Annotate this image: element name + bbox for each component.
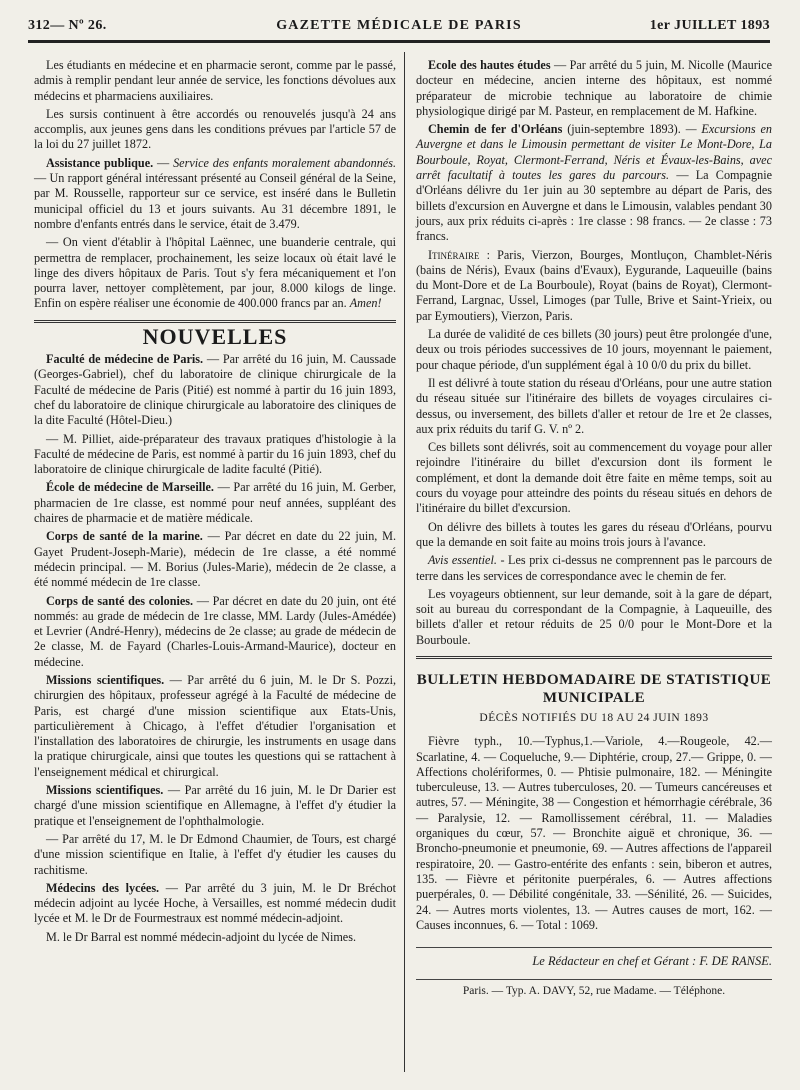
orleans-paragraph	[416, 122, 772, 244]
missions-text-2: — Par arrêté du 16 juin, M. le Dr Darier est chargé d'une mission scientifique en Allemagne, à l'effet d'y étudier la pratique et l'enseignement de l'ophthalmologie.	[34, 783, 397, 828]
avis-label: Avis essentiel.	[428, 553, 497, 568]
marine-text: — Par décret en date du 22 juin, M. Gayet Prudent-Joseph-Marie), médecin de 1re classe, a été nommé médecin principal. — M. Borius (Jules-Marie), médecin de 2e classe, a été nommé médecin de 1re classe.	[34, 529, 396, 590]
hautes-text: — Par arrêté du 5 juin, M. Nicolle (Maurice docteur en médecine, ancien interne des hôpitaux, est nommé préparateur de microbie technique au laboratoire de chimie physiologique dirigé par M. Pasteur, en remplacement de M. Hafkine.	[416, 58, 773, 118]
itineraire-label: Itinéraire :	[428, 247, 491, 262]
chaumier-paragraph: — Par arrêté du 17, M. le Dr Edmond Chaumier, de Tours, est chargé d'une mission scientifique en Italie, à l'effet d'y étudier les causes du rachitisme.	[34, 831, 396, 877]
marine-paragraph	[34, 529, 396, 590]
nouvelles-title: NOUVELLES	[142, 323, 288, 349]
orleans-subheading: — Excursions en Auvergne et dans le Limousin permettant de visiter Le Mont-Dore, La Bourboule, Royat, Clermont-Ferrand, Néris et Évaux-les-Bains, avec arrêt facultatif à toutes les gares du parcours.	[416, 122, 772, 183]
page-number: 312— Nº 26.	[28, 18, 107, 33]
right-column	[416, 58, 772, 1000]
header-rule	[28, 40, 770, 43]
duree-paragraph: La durée de validité de ces billets (30 jours) peut être prolongée d'une, deux ou trois périodes successives de 10 jours, moyennant le paiement, pour chaque période, d'un supplément égal à 10 0/0 du prix du billet.	[416, 327, 772, 372]
assistance-subheading: Service des enfants moralement abandonnés.	[173, 155, 397, 170]
page-header	[28, 14, 770, 36]
itineraire-paragraph	[416, 248, 772, 324]
orleans-dates: (juin-septembre 1893).	[567, 122, 681, 137]
bulletin-title-line-2: MUNICIPALE	[542, 689, 646, 706]
voyageurs-paragraph: Les voyageurs obtiennent, sur leur demande, soit à la gare de départ, soit au bureau du correspondant de la Compagnie, à Laqueuille, des billets d'aller et retour réduits de 25 0/0 pour le Mont-Dore et la Bourboule.	[416, 586, 772, 647]
itineraire-text: Paris, Vierzon, Bourges, Montluçon, Chamblet-Néris (bains de Néris), Evaux (bains d'Evaux), Eygurande, Laqueuille (bains du Mont-Dore et de La Bourboule), Royat (bains de Royat), Clermont-Ferrand, Largnac, Ussel, Limoges (par Tulle, Brive et Saint-Yrieix, ou par Eymoutiers), Vierzon, Paris.	[416, 247, 772, 323]
bulletin-subtitle: DÉCÈS NOTIFIÉS DU 18 AU 24 JUIN 1893	[479, 711, 709, 724]
marseille-heading: École de médecine de Marseille.	[46, 480, 214, 495]
missions-text-1: — Par arrêté du 6 juin, M. le Dr S. Pozzi, chirurgien des hôpitaux, professeur agrégé à la Faculté de médecine de Paris, est chargé d'une mission scientifique aux Etats-Unis, particulièrement à Chicago, à l'effet d'étudier l'organisation et l'installation des laboratoires de chirurgie, les instruments en usage dans la pratique chirurgicale, ainsi que toutes les questions qui se rattachent à l'enseignement médical et chirurgical.	[34, 672, 397, 779]
missions-heading-1: Missions scientifiques.	[46, 672, 165, 687]
marseille-text: — Par arrêté du 16 juin, M. Gerber, pharmacien de 1re classe, est nommé pour neuf années, suppléant des chaires de pharmacie et de matière médicale.	[34, 480, 396, 526]
intro-paragraph-2: Les sursis continuent à être accordés ou renouvelés jusqu'à 24 ans accomplis, aux jeunes gens dans les conditions prévues par l'article 57 de la loi du 27 juillet 1872.	[34, 106, 396, 152]
missions-heading-2: Missions scientifiques.	[46, 783, 164, 798]
issue-date: 1er JUILLET 1893	[649, 18, 770, 33]
assistance-paragraph: Assistance publique. — Service des enfants moralement abandonnés. — Un rapport général intéressant présenté au Conseil général de la Seine, par M. Rousselle, rapporteur sur ce service, est inséré dans le Bulletin municipal officiel du 13 et jours suivants. Au 31 décembre 1891, le nombre d'enfants entrés dans le service, était de 3.479.	[34, 155, 397, 231]
pilliet-paragraph: — M. Pilliet, aide-préparateur des travaux pratiques d'histologie à la Faculté de médecine de Paris, est nommé à partir du 16 juin 1893, chef du laboratoire de clinique chirurgicale de ladite faculté (Pitié).	[34, 431, 396, 477]
column-divider	[404, 52, 405, 1072]
lycees-heading: Médecins des lycées.	[46, 880, 160, 895]
delivre-paragraph: Il est délivré à toute station du réseau d'Orléans, pour une autre station du réseau située sur l'itinéraire des billets de voyages circulaires ci-dessus, ou inversement, des billets d'aller et retour de 1re et 2e classes, aux prix réduits du tarif G. V. nº 2.	[416, 375, 772, 436]
bulletin-title	[416, 671, 772, 707]
hautes-paragraph	[416, 58, 772, 119]
lycees-text: — Par arrêté du 3 juin, M. le Dr Bréchot médecin adjoint au lycée Hoche, à Versailles, est nommé médecin dudit lycée et M. le Dr de Fourmestraux est nommé médecin-adjoint.	[34, 880, 396, 926]
orleans-heading: Chemin de fer d'Orléans	[428, 122, 563, 137]
left-column	[34, 58, 396, 948]
printer-imprint: Paris. — Typ. A. DAVY, 52, rue Madame. — Téléphone.	[416, 979, 772, 999]
gares-paragraph: On délivre des billets à toutes les gares du réseau d'Orléans, pourvu que la demande en soit faite au moins trois jours à l'avance.	[416, 519, 772, 549]
bulletin-rule	[416, 656, 772, 659]
marine-heading: Corps de santé de la marine.	[46, 529, 203, 544]
marseille-paragraph	[34, 480, 396, 526]
amen-text: Amen!	[349, 296, 382, 311]
bulletin-text: Fièvre typh., 10.—Typhus,1.—Variole, 4.—Rougeole, 42.—Scarlatine, 4. — Coqueluche, 9.— Diphtérie, croup, 27.— Grippe, 0. — Affections cholériformes, 0. — Phtisie pulmonaire, 182. — Méningite tuberculeuse, 13. — Autres tuberculoses, 20. — Tumeurs cancéreuses et autres, 57. — Méningite, 38 — Congestion et hémorrhagie cérébrale, 36 — Paralysie, 12. — Ramollissement cérébral, 11. — Maladies organiques du cœur, 57. — Bronchite aiguë et chronique, 36. — Broncho-pneumonie et pneumonie, 69. — Autres affections de l'appareil respiratoire, 20. — Gastro-entérite des enfants : sein, biberon et autres, 135. — Fièvre et péritonite puerpérales, 6. — Autres affections puerpérales, 0. — Débilité congénitale, 33. —Sénilité, 26. — Suicides, 24. — Autres morts violentes, 13. — Autres causes de mort, 162. — Causes inconnues, 6. — Total : 1069.	[416, 734, 772, 932]
bulletin-title-line-1: BULLETIN HEBDOMADAIRE DE STATISTIQUE	[416, 671, 772, 688]
missions-paragraph-2	[34, 783, 396, 829]
assistance-text: — Un rapport général intéressant présenté au Conseil général de la Seine, par M. Rousselle, rapporteur sur ce service, est inséré dans le Bulletin municipal officiel du 13 et jours suivants. Au 31 décembre 1891, le nombre d'enfants entrés dans le service, était de 3.479.	[34, 171, 396, 231]
journal-title: GAZETTE MÉDICALE DE PARIS	[276, 18, 522, 33]
editor-signature: Le Rédacteur en chef et Gérant : F. DE RANSE.	[416, 947, 772, 969]
section-rule	[34, 320, 396, 323]
assistance-heading: Assistance publique.	[46, 155, 154, 170]
lycees-paragraph	[34, 881, 396, 927]
orleans-text: — La Compagnie d'Orléans délivre du 1er juin au 30 septembre au départ de Paris, des billets d'excursion en Auvergne et dans le Limousin, valables pendant 30 jours, aux prix réduits ci-après : 1re classe : 98 francs. — 2e classe : 73 francs.	[416, 168, 772, 244]
colonies-heading: Corps de santé des colonies.	[46, 593, 194, 608]
delivres-paragraph: Ces billets sont délivrés, soit au commencement du voyage pour aller rejoindre l'itinéraire du billet d'excursion dont ils forment le complément, et dont la demande doit être faite en même temps, soit au cours du voyage pour atteindre des points du réseau situés en dehors de l'itinéraire du billet d'excursion.	[416, 440, 772, 516]
faculte-heading: Faculté de médecine de Paris.	[46, 352, 204, 367]
colonies-paragraph	[34, 594, 396, 670]
intro-paragraph-1: Les étudiants en médecine et en pharmacie seront, comme par le passé, admis à remplir pendant leur année de service, les fonctions dévolues aux médecins et pharmaciens auxiliaires.	[34, 58, 396, 103]
barral-paragraph: M. le Dr Barral est nommé médecin-adjoint du lycée de Nimes.	[46, 929, 357, 944]
colonies-text: — Par décret en date du 20 juin, ont été nommés: au grade de médecin de 1re classe, MM. Lardy (Jules-Amédée) et Levrier (André-Henry), médecins de 2e classe; au grade de médecin de 2e classe, M. de Fayard (Charles-Louis-Armand-Maurice), docteur en médecine.	[34, 593, 397, 669]
laennec-paragraph	[34, 235, 396, 311]
laennec-text: — On vient d'établir à l'hôpital Laënnec, une buanderie centrale, qui permettra de remplacer, prochainement, les seize locaux où était lavé le linge des divers hôpitaux de Paris. Tout s'y fera mécaniquement et l'on pourra laver, nettoyer complètement, par jour, 8.000 kilogs de linge. Enfin on espère réaliser une économie de 400.000 francs par an.	[34, 235, 396, 311]
avis-text: - Les prix ci-dessus ne comprennent pas le parcours de terre dans les services de correspondance avec le chemin de fer.	[416, 553, 772, 583]
hautes-heading: Ecole des hautes études	[428, 58, 551, 72]
faculte-paragraph	[34, 352, 396, 428]
missions-paragraph-1	[34, 673, 396, 780]
faculte-text: — Par arrêté du 16 juin, M. Caussade (Georges-Gabriel), chef du laboratoire de clinique chirurgicale de la Faculté de médecine de Paris (Pitié) est nommé à partir du 16 juin 1893, chef du laboratoire de clinique chirurgicale au laboratoire des cliniques de la dite Faculté (Hôtel-Dieu.)	[34, 352, 397, 428]
avis-paragraph	[416, 553, 772, 584]
